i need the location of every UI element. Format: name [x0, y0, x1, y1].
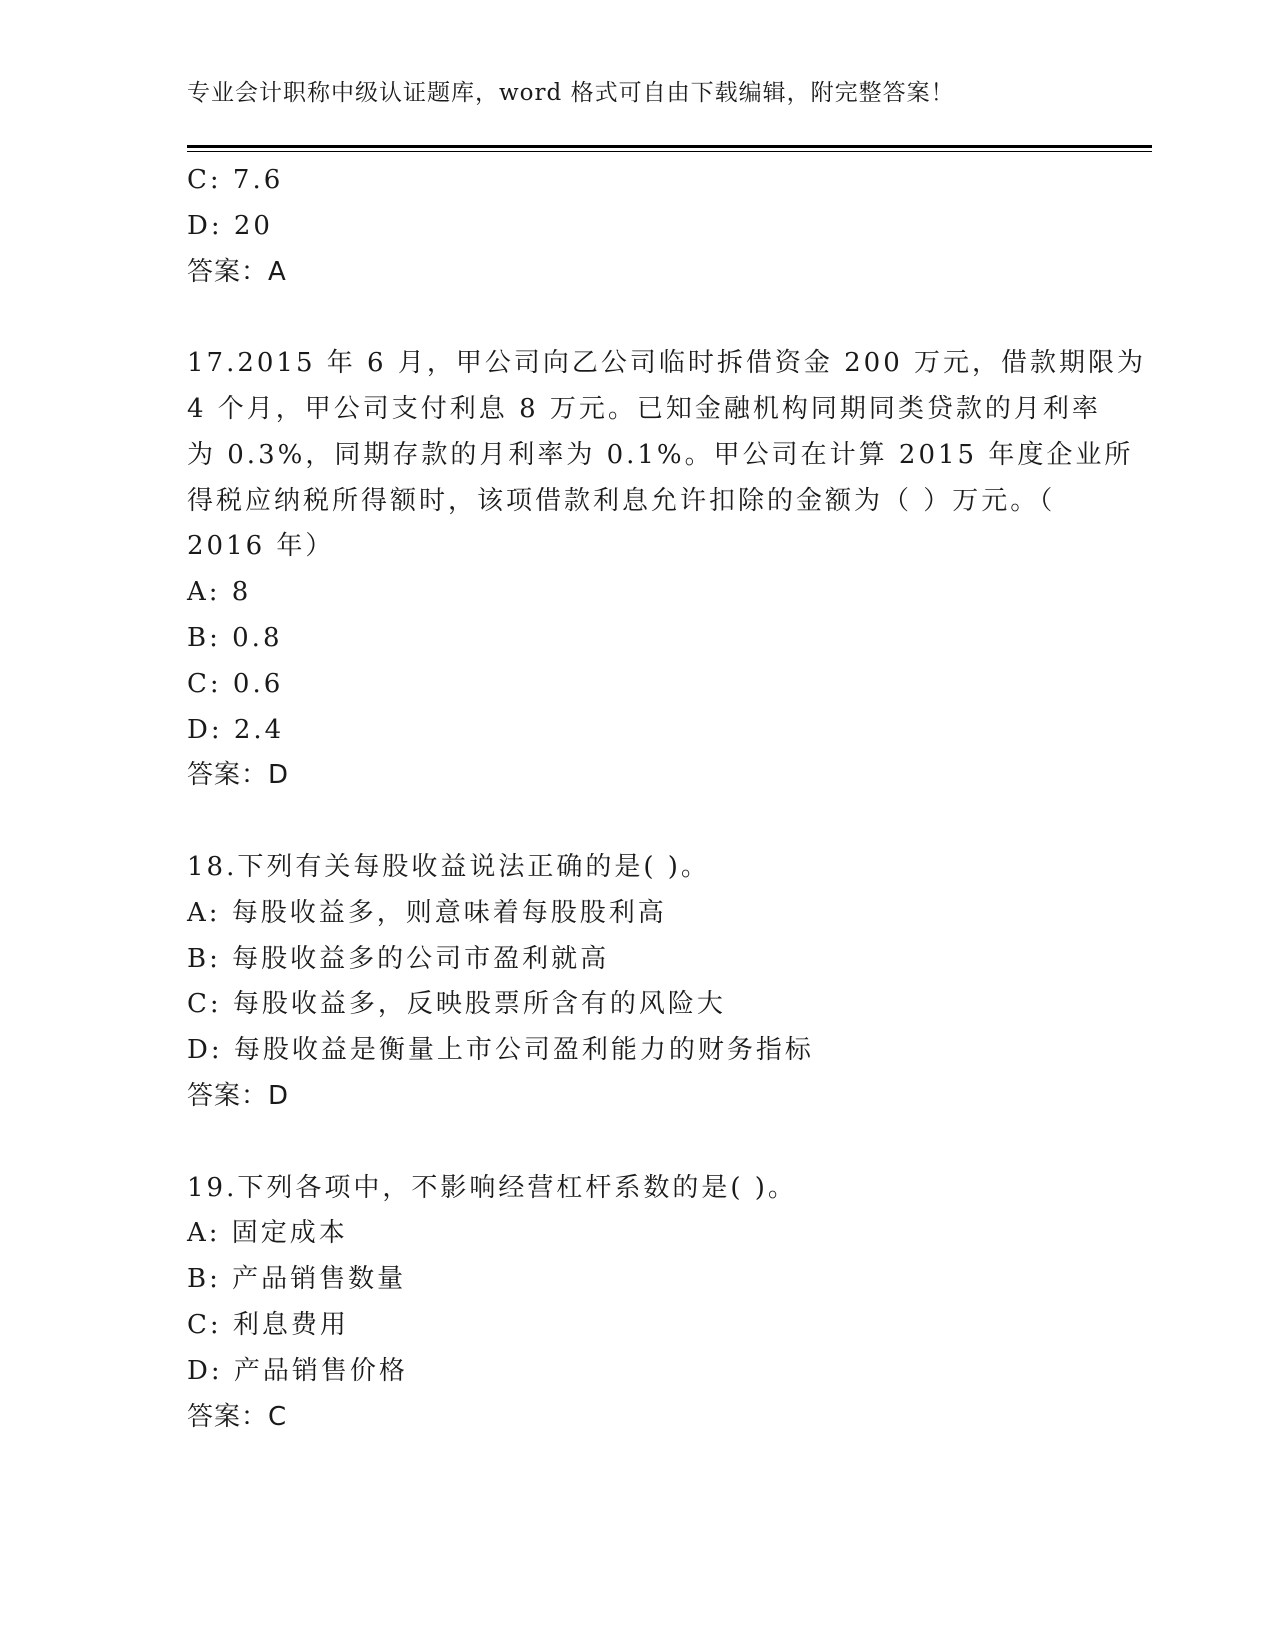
option-text: 7.6	[232, 165, 284, 195]
question-stem-line: 2016 年）	[187, 531, 335, 562]
question-17	[187, 341, 1147, 799]
question-stem-line: 为 0.3%，同期存款的月利率为 0.1%。甲公司在计算 2015 年度企业所	[187, 439, 1134, 470]
page-header: 专业会计职称中级认证题库，word 格式可自由下载编辑，附完整答案！	[187, 80, 955, 106]
answer: 答案：D	[187, 760, 290, 791]
question-18	[187, 845, 1117, 1120]
question-stem-line: 18.下列有关每股收益说法正确的是( )。	[187, 851, 710, 882]
option-a: A: 8	[187, 577, 252, 608]
header-rule-thin	[187, 151, 1152, 152]
question-stem-line: 4 个月，甲公司支付利息 8 万元。已知金融机构同期同类贷款的月利率	[187, 393, 1101, 424]
question-stem-line: 17.2015 年 6 月，甲公司向乙公司临时拆借资金 200 万元，借款期限为	[187, 348, 1147, 379]
option-text: 20	[233, 210, 273, 241]
option-a: A: 固定成本	[187, 1218, 348, 1249]
answer: 答案：A	[187, 256, 287, 287]
question-stem-line: 得税应纳税所得额时，该项借款利息允许扣除的金额为（ ）万元。（	[187, 485, 1056, 516]
question-19	[187, 1166, 1117, 1441]
option-d: D: 20	[187, 210, 273, 241]
option-c: C: 7.6	[187, 165, 284, 195]
option-b: B: 0.8	[187, 622, 283, 653]
option-c: C: 0.6	[187, 668, 284, 699]
header-rule-thick	[187, 145, 1152, 148]
option-d: D: 2.4	[187, 714, 285, 745]
spacer	[187, 295, 1117, 341]
option-b: B: 产品销售数量	[187, 1264, 407, 1295]
option-d: D: 每股收益是衡量上市公司盈利能力的财务指标	[187, 1035, 814, 1066]
option-c: C: 利息费用	[187, 1309, 349, 1340]
option-b: B: 每股收益多的公司市盈利就高	[187, 943, 610, 974]
document-body	[187, 158, 1147, 1440]
answer: 答案：D	[187, 1080, 290, 1111]
spacer	[187, 1120, 1117, 1166]
option-d: D: 产品销售价格	[187, 1355, 408, 1386]
answer: 答案：C	[187, 1401, 288, 1432]
spacer	[187, 799, 1117, 845]
option-a: A: 每股收益多，则意味着每股股利高	[187, 897, 667, 928]
option-c: C: 每股收益多，反映股票所含有的风险大	[187, 989, 726, 1020]
question-stem-line: 19.下列各项中，不影响经营杠杆系数的是( )。	[187, 1172, 797, 1203]
